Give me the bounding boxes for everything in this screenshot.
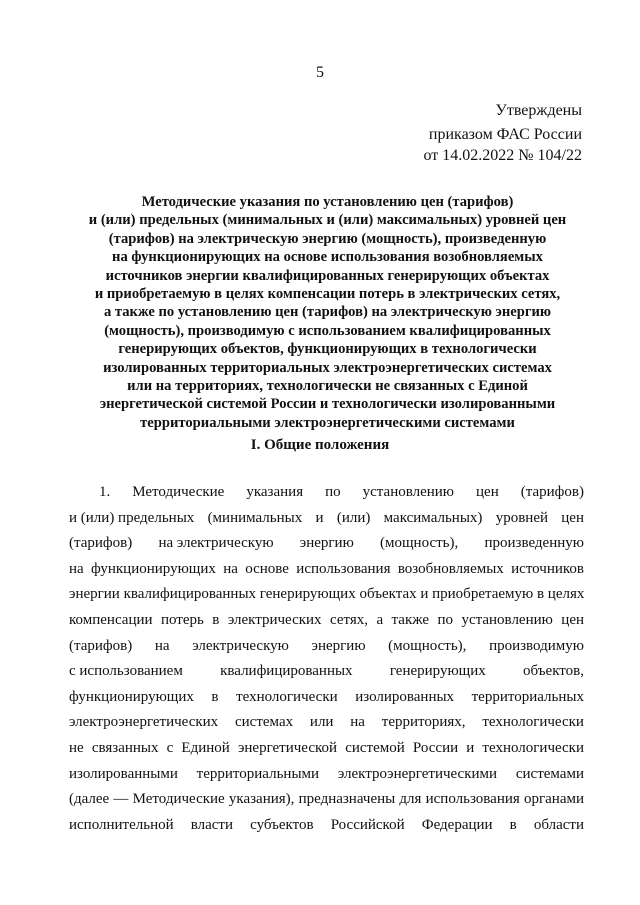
approval-approved: Утверждены [495,102,582,119]
text-segment: цен [476,484,499,500]
text-segment: (тарифов) [69,535,133,552]
title-line: изолированных территориальных электроэнергетических системах [103,359,552,376]
text-segment: объектов, [523,663,584,680]
text-segment: (тарифов) [520,484,584,500]
text-segment: (далее — Методические указания), предназначены для использования органами [69,791,584,808]
text-segment: территориальных [471,688,584,705]
title-line: а также по установлению цен (тарифов) на электрическую энергию [103,304,552,321]
paragraph-line [69,608,584,634]
text-segment: территориях, [381,714,466,731]
paragraph-line [69,659,584,685]
text-segment: энергии квалифицированных генерирующих объектах и приобретаемую в целях [69,586,585,603]
approval-stamp [424,100,583,166]
text-segment: энергию [311,637,366,654]
section-heading: I. Общие положения [250,437,390,453]
text-segment: на [154,637,170,654]
text-segment: квалифицированных [220,663,353,680]
text-segment: энергию [299,535,354,552]
document-title [40,193,615,432]
paragraph-line [69,762,584,788]
paragraph-line [69,506,584,532]
text-segment: (или) [336,509,371,526]
paragraph-line [69,634,584,660]
text-segment: электроэнергетических [69,714,219,731]
paragraph-line [69,557,584,583]
text-segment: производимую [489,637,584,654]
text-segment: технологически [236,688,338,705]
text-segment: субъектов [250,816,314,833]
approval-order: приказом ФАС России [428,126,582,143]
text-segment: компенсации потерь в электрических сетях, а также по установлению цен [69,611,584,628]
text-segment: исполнительной [69,816,174,833]
text-segment: 1. [99,484,111,500]
text-segment: на функционирующих на основе использования возобновляемых источников [69,560,584,577]
text-segment: системами [515,765,584,782]
title-line: на функционирующих на основе использования возобновляемых [112,249,543,266]
text-segment: максимальных) [383,509,483,526]
text-segment: системах [235,714,294,731]
text-segment: по [325,484,341,500]
text-segment: уровней [495,509,548,526]
paragraph-line [69,480,584,506]
text-segment: на электрическую [158,535,274,552]
text-segment: изолированных [355,688,455,705]
title-line: территориальными электроэнергетическими системами [140,414,515,431]
title-line: (тарифов) на электрическую энергию (мощность), произведенную [108,230,547,247]
paragraph-line [69,710,584,736]
text-segment: (тарифов) [69,637,133,654]
paragraph-line [69,813,584,839]
text-segment: (мощность), [380,535,459,552]
text-segment: в [211,688,219,705]
text-segment: цен [561,509,584,526]
text-segment: в [509,816,517,833]
paragraph-line [69,736,584,762]
text-segment: изолированными [69,765,178,782]
text-segment: (минимальных [207,509,303,526]
paragraph-line [69,685,584,711]
text-segment: с использованием [69,663,183,680]
text-segment: власти [190,816,234,833]
text-segment: Федерации [421,816,493,833]
text-segment: или [309,714,334,731]
title-line: или на территориях, технологически не связанных с Единой [127,378,528,395]
text-segment: электроэнергетическими [337,765,498,782]
paragraph-line [69,582,584,608]
paragraph-line [69,787,584,813]
text-segment: указания [246,484,304,500]
text-segment: и [315,509,324,526]
text-segment: технологически [482,714,584,731]
title-line: генерирующих объектов, функционирующих в технологически [118,341,537,358]
title-line: и приобретаемую в целях компенсации потерь в электрических сетях, [94,286,561,303]
title-line: Методические указания по установлению цен (тарифов) [141,194,514,210]
text-segment: произведенную [484,535,584,552]
title-line: (мощность), производимую с использованием квалифицированных [104,322,551,339]
text-segment: генерирующих [389,663,486,680]
text-segment: и (или) предельных [69,509,195,526]
text-segment: не связанных с Единой энергетической системой России и технологически [69,739,584,756]
text-segment: функционирующих [69,688,194,705]
title-line: источников энергии квалифицированных генерирующих объектах [105,267,550,284]
page-number: 5 [316,64,324,81]
text-segment: Методические [132,484,225,500]
text-segment: территориальными [196,765,320,782]
approval-date: от 14.02.2022 № 104/22 [423,147,582,164]
text-segment: (мощность), [388,637,467,654]
text-segment: Российской [330,816,405,833]
text-segment: на [350,714,365,731]
text-segment: области [533,816,584,833]
text-segment: электрическую [192,637,289,654]
paragraph-1 [69,480,584,838]
paragraph-line [69,531,584,557]
text-segment: установлению [362,484,455,500]
title-line: энергетической системой России и технологически изолированными [99,396,556,413]
title-line: и (или) предельных (минимальных и (или) максимальных) уровней цен [88,212,567,229]
